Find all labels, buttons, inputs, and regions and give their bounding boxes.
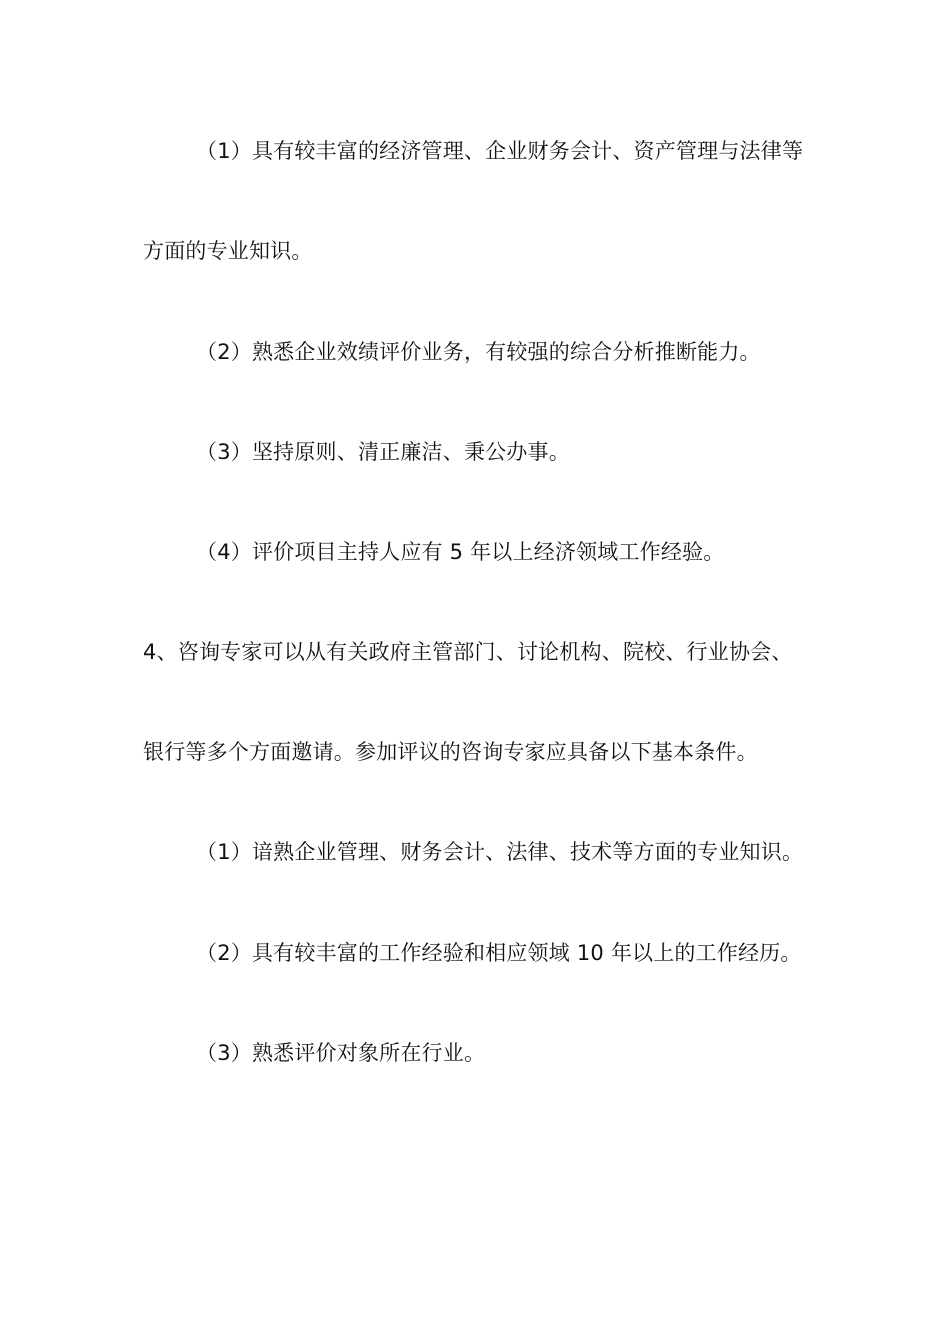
paragraph-line-7: 银行等多个方面邀请。参加评议的咨询专家应具备以下基本条件。 — [143, 740, 758, 764]
paragraph-line-5: （4）评价项目主持人应有 5 年以上经济领域工作经验。 — [196, 540, 725, 564]
paragraph-line-1: （1）具有较丰富的经济管理、企业财务会计、资产管理与法律等 — [196, 139, 804, 163]
paragraph-line-8: （1）谙熟企业管理、财务会计、法律、技术等方面的专业知识。 — [196, 840, 804, 864]
paragraph-line-6: 4、咨询专家可以从有关政府主管部门、讨论机构、院校、行业协会、 — [143, 640, 793, 664]
paragraph-line-10: （3）熟悉评价对象所在行业。 — [196, 1041, 486, 1065]
paragraph-line-9: （2）具有较丰富的工作经验和相应领域 10 年以上的工作经历。 — [196, 941, 802, 965]
paragraph-line-3: （2）熟悉企业效绩评价业务，有较强的综合分析推断能力。 — [196, 340, 761, 364]
paragraph-line-2: 方面的专业知识。 — [143, 239, 313, 263]
paragraph-line-4: （3）坚持原则、清正廉洁、秉公办事。 — [196, 440, 570, 464]
